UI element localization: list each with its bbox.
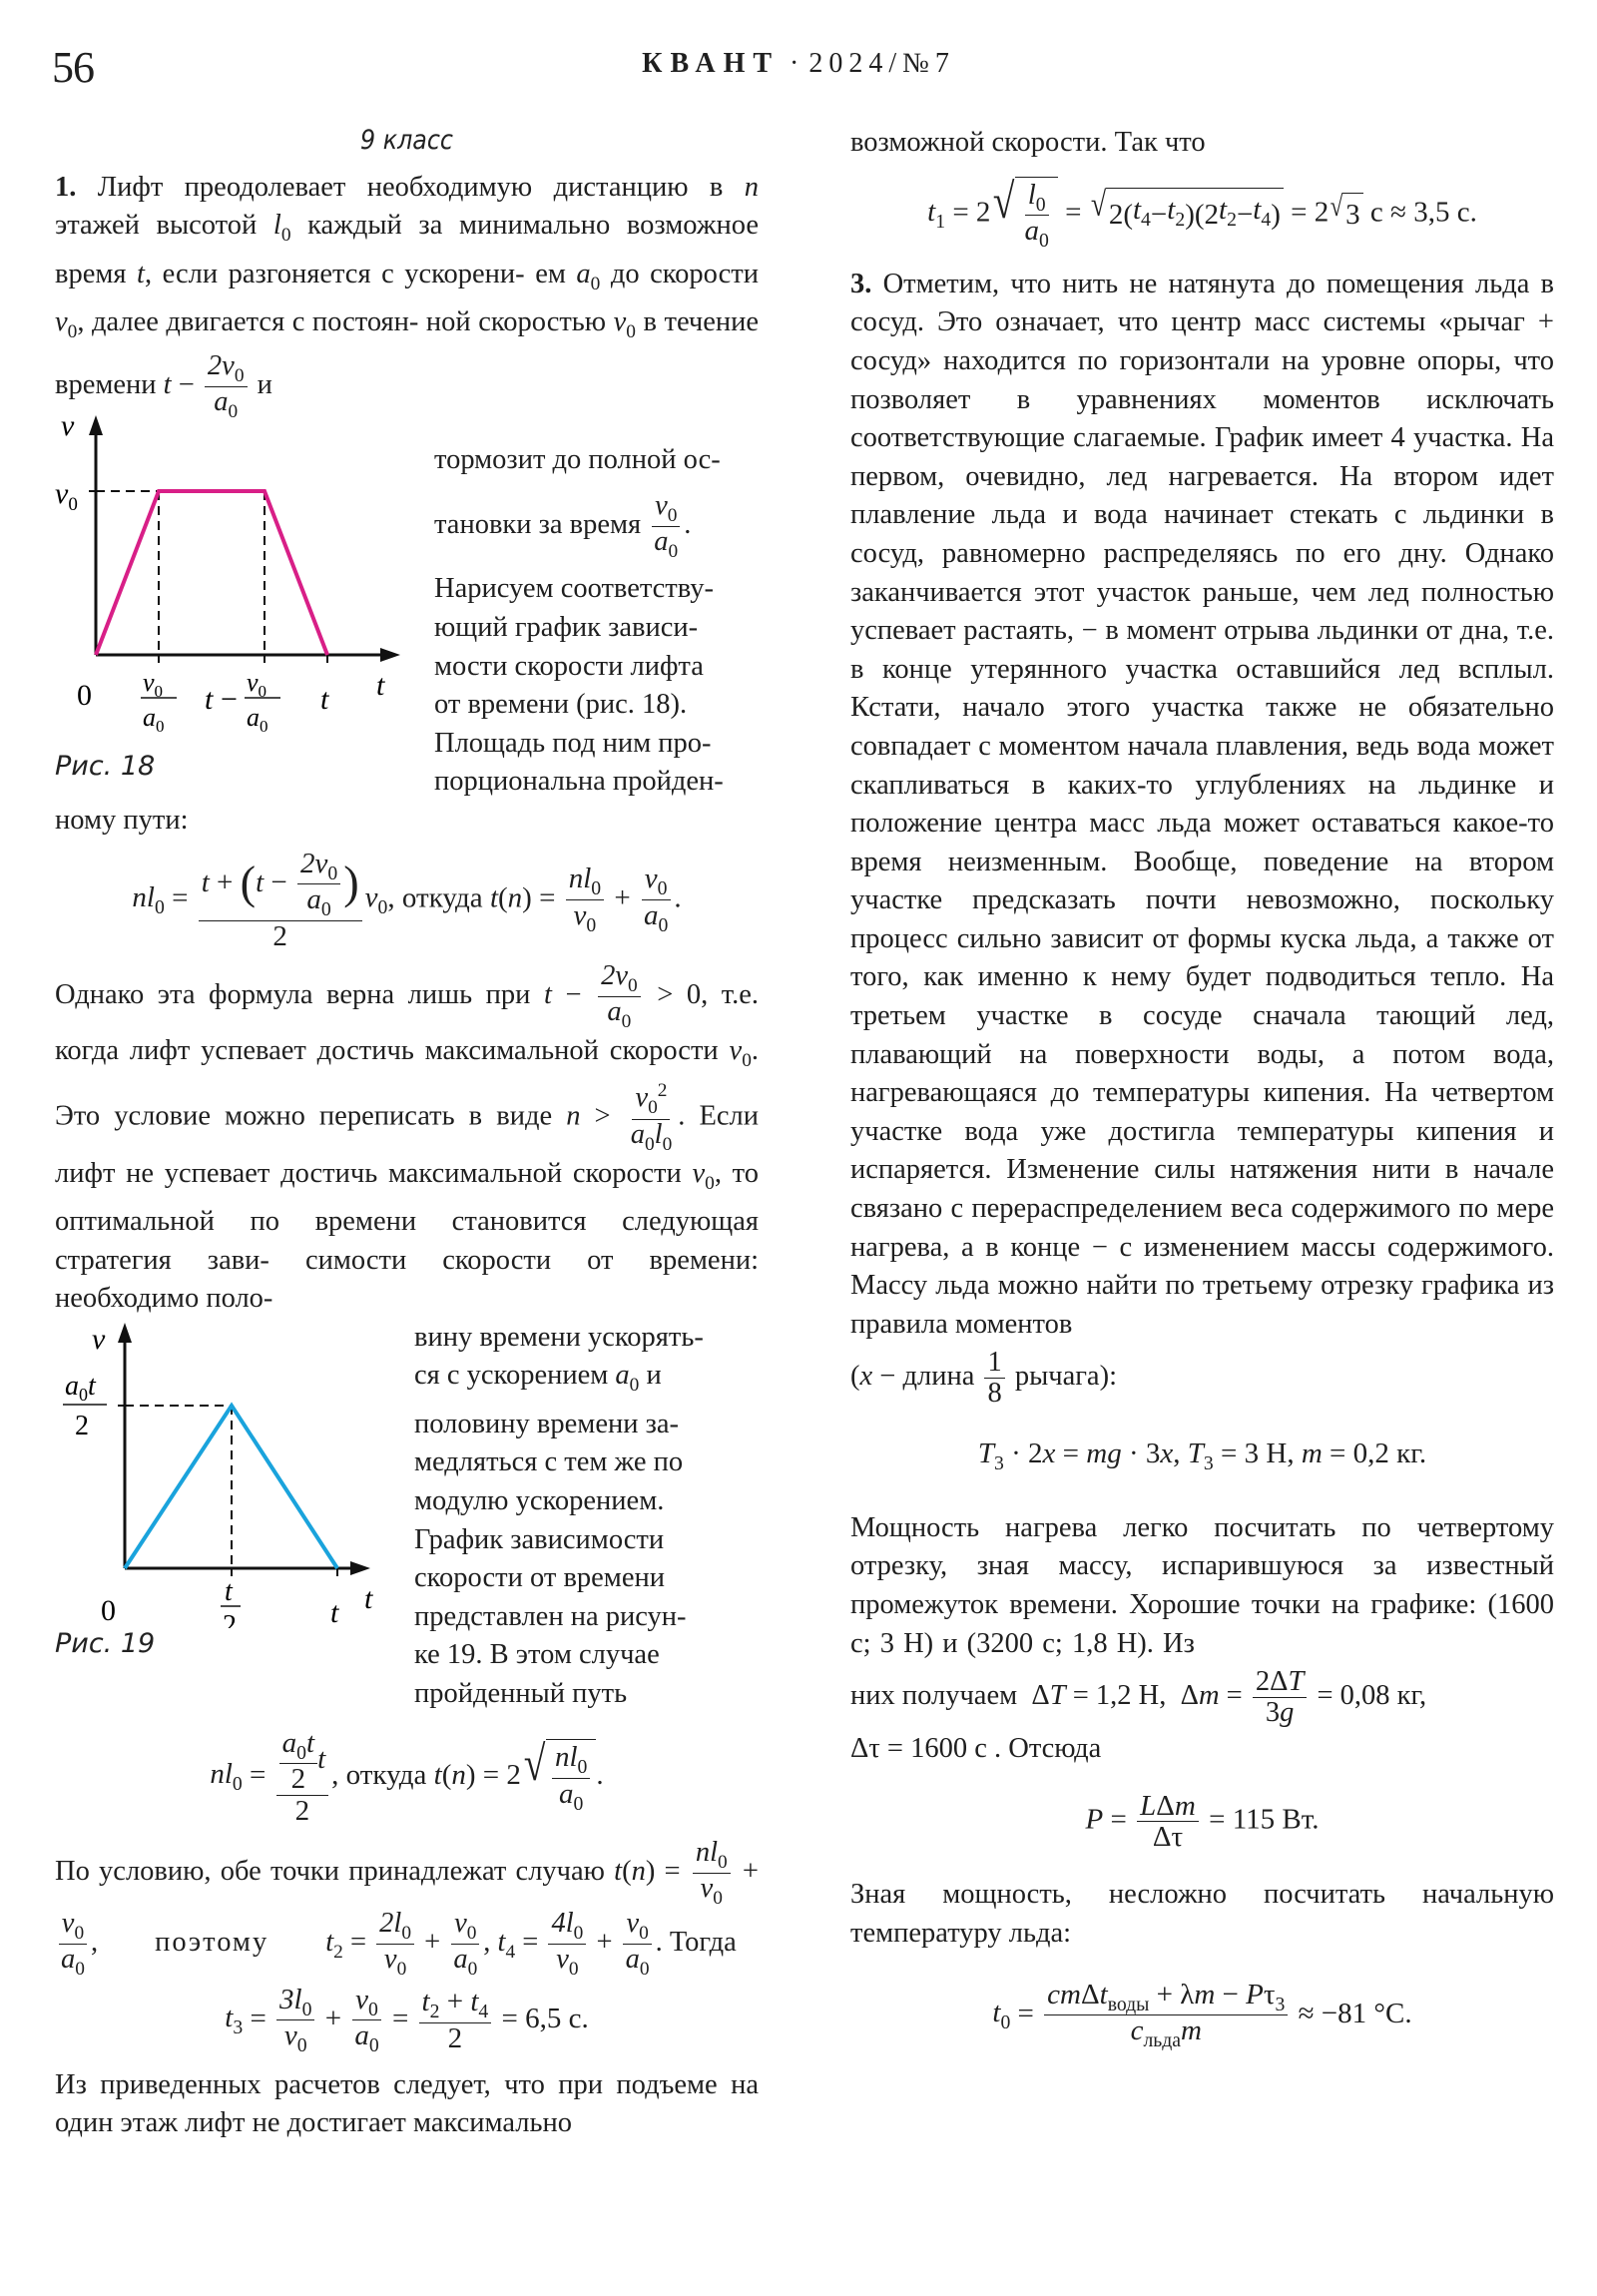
svg-text:t: t xyxy=(205,682,214,716)
text-fragment: ем xyxy=(535,258,566,289)
text-line: ющий график зависи- xyxy=(434,612,699,643)
text-fragment: По условию, обе точки принадлежат случаю xyxy=(55,1856,605,1888)
formula-distance-trapezoid: $nl_0$ = t + (t − $\frac{2v_0}{a_0}$ ) 2 $v_0$, откуда t(n) = $\frac{nl_0}{v_0}$ + $\frac{v_0}{a_0}$ . xyxy=(132,847,682,952)
figure-19-caption: Рис. 19 xyxy=(55,1628,156,1660)
text-fragment: в течение времени xyxy=(55,305,760,401)
text-fragment: , откуда xyxy=(387,881,483,914)
magazine-title: КВАНТ xyxy=(642,48,781,79)
formula-distance-triangle: $nl_0$ = $\frac{a_0t}{2}$ t 2 , откуда t(n) = 2 √ $\frac{nl_0}{a_0}$ . xyxy=(210,1726,604,1827)
figure-18-side-text: тормозит до полной ос- тановки за время $\frac{v_0}{a_0}$ . Нарисуем соответству- ющий график зависи- мости скорости лифта от времени (рис. 18). Площадь под ним про- порциональна пройден- xyxy=(434,413,759,802)
text-line: пройденный путь xyxy=(414,1678,628,1709)
velocity-time-trapezoid-graph xyxy=(55,413,414,743)
svg-text:t: t xyxy=(376,668,385,702)
power-values: них получаем ΔT = 1,2 Н, Δm = $\frac{2\Delta T}{3g}$ = 0,08 кг, xyxy=(850,1666,1427,1729)
page-number: 56 xyxy=(52,43,94,92)
text-fragment: ся с ускорением xyxy=(414,1360,609,1392)
text-line: вину времени ускорять- xyxy=(414,1321,704,1353)
text-fragment: каждый за минимально xyxy=(307,210,611,242)
text-line: от времени (рис. 18). xyxy=(434,689,688,721)
problem-1-intro: 1. Лифт преодолевает необходимую дистанцию в n этажей высотой $l_0$ каждый за минимально возможное время t, если разгоняется с ускорени- ем $a_0$ до скорости $v_0$, далее двигается с постоян- ной скоростью $v_0$ в течение времени t − $\frac{2v_0}{a_0}$ и xyxy=(55,171,760,423)
figure-18-caption: Рис. 18 xyxy=(55,751,156,783)
section-title: 9 класс xyxy=(360,125,453,156)
text-fragment: ( xyxy=(850,1361,860,1393)
figure-18 xyxy=(55,413,414,787)
text-fragment: и xyxy=(257,369,272,401)
text-line: половину времени за- xyxy=(414,1408,680,1439)
text-fragment: максимальной скорости xyxy=(387,1157,682,1189)
svg-text:2: 2 xyxy=(223,1609,237,1628)
text-fragment: , откуда xyxy=(331,1758,427,1791)
problem-number: 3. xyxy=(850,268,872,299)
text-fragment: Отметим, что нить не натянута до помещения льда в сосуд. Это означает, что центр масс системы «рычаг + сосуд» находится по горизонтали на уровне опоры, что позволяет в уравнениях моментов исключать соответствующие слагаемые. График имеет 4 участка. На первом, очевидно, лед нагревается. На втором идет плавление льда и вода начинает стекать с льдинки в сосуд, равномерно распределяясь по его дну. Однако заканчивается этот участок раньше, чем лед полностью успевает растаять, − в момент отрыва льдинки от дна, т.е. в конце утерянного участка оставшийся лед всплыл. Кстати, начало этого участка также не обязательно совпадает с моментом начала плавления, ведь вода может скапливаться в каких-то углублениях на льдинке и положение центра масс льда может оставаться какое-то время неизменным. Вообще, поведение на втором участке предсказать почти невозможно, поскольку процесс сильно зависит от формы куска льда, а также от того, как именно к нему будет подводиться тепло. На третьем участке в сосуде сначала тающий лед, плавающий на поверхности воды, а потом вода, нагревающаяся до температуры кипения. На четвертом участке вода уже достигла температуры кипения и испаряется. Изменение силы натяжения нити в начале связано с перераспределением веса содержимого по мере нагрева, а в конце − с изменением массы содержимого. Массу льда можно найти по третьему отрезку графика из правила моментов xyxy=(850,268,1554,1340)
paragraph-2: Однако эта формула верна лишь при t − $\frac{2v_0}{a_0}$ > 0, т.е. когда лифт успевает достичь максимальной скорости $v_0$. Это условие можно переписать в виде n > $\frac{v_0^2}{a_0l_0}$ . Если лифт не успевает достичь максимальной скорости $v_0$, то оптимальной по времени становится следующая стратегия зави- симости скорости от времени: необходимо поло- xyxy=(55,960,760,1315)
text-fragment: Однако эта формула верна лишь при xyxy=(55,979,531,1011)
svg-text:v: v xyxy=(92,1322,106,1356)
problem-number: 1. xyxy=(55,171,77,203)
text-fragment: . Это условие можно переписать в xyxy=(55,1035,759,1132)
text-line: тановки за время xyxy=(434,509,642,541)
text-fragment: до скорости xyxy=(610,258,759,289)
svg-text:0: 0 xyxy=(77,678,92,712)
svg-text:a0: $a_0$ xyxy=(247,702,268,736)
problem-3-text xyxy=(850,266,1554,1345)
svg-text:t: t xyxy=(364,1581,373,1615)
formula-mass: $T_3 \cdot 2x$ = mg · 3x, $T_3 = 3$ Н, m = 0,2 кг. xyxy=(977,1437,1427,1475)
text-line: порциональна пройден- xyxy=(434,766,724,798)
figure-19-side-text: вину времени ускорять- ся с ускорением $a_0$ и половину времени за- медляться с тем же по модулю ускорением. График зависимости скорости от времени представлен на рисун- ке 19. В этом случае пройденный путь xyxy=(414,1319,759,1714)
text-fragment: Δτ = 1600 с . Отсюда xyxy=(850,1732,1102,1764)
text-line: медляться с тем же по xyxy=(414,1446,684,1478)
figure-18-block xyxy=(55,413,759,802)
right-column xyxy=(850,118,1554,2051)
formula-temperature: $t_0$ = $\frac{cm\Delta t_{воды} + \lambda m - P\tau_3}{c_{льда}m}$ ≈ −81 °C. xyxy=(992,1978,1412,2052)
text-fragment: поэтому xyxy=(155,1927,269,1959)
text-line: Нарисуем соответству- xyxy=(434,573,714,605)
figure-19 xyxy=(55,1319,394,1664)
velocity-line xyxy=(96,491,327,655)
text-line: График зависимости xyxy=(414,1523,665,1555)
text-fragment: и xyxy=(646,1360,662,1392)
text-fragment: виде xyxy=(496,1100,553,1132)
svg-text:a0t: $a_0t$ xyxy=(65,1370,96,1405)
svg-text:t: t xyxy=(225,1575,233,1607)
text-line: ке 19. В этом случае xyxy=(414,1639,660,1671)
svg-text:t: t xyxy=(320,682,329,716)
text-fragment: , если разгоняется с ускорени- xyxy=(144,258,525,289)
figure-19-block xyxy=(55,1319,759,1714)
text-fragment: скорости xyxy=(609,1035,719,1067)
text-line: мости скорости лифта xyxy=(434,650,704,682)
text-fragment: них получаем xyxy=(850,1680,1018,1712)
text-fragment: симости скорости от времени: необходимо поло- xyxy=(55,1244,759,1315)
lever-note: (x − длина $\frac{1}{8}$ рычага): xyxy=(850,1347,1117,1410)
svg-text:−: − xyxy=(221,682,238,716)
svg-text:2: 2 xyxy=(75,1410,89,1441)
header-separator: · xyxy=(790,48,799,79)
text-fragment: рычага): xyxy=(1007,1361,1117,1393)
svg-text:v0: $v_0$ xyxy=(247,667,267,701)
left-column xyxy=(55,118,759,2143)
text-fragment: этажей высотой xyxy=(55,210,258,242)
text-fragment: . Если лифт не успевает достичь xyxy=(55,1100,759,1189)
temperature-paragraph: Зная мощность, несложно посчитать начальную температуру льда: xyxy=(850,1879,1554,1950)
text-fragment: возможное время xyxy=(55,210,760,289)
svg-text:0: 0 xyxy=(101,1593,116,1627)
svg-text:a0: $a_0$ xyxy=(143,702,165,736)
svg-text:v0: $v_0$ xyxy=(55,476,78,515)
text-line: скорости от времени xyxy=(414,1562,665,1594)
formula-t3: $t_3$ = $\frac{3l_0}{v_0}$ + $\frac{v_0}{a_0}$ = $\frac{t_2 + t_4}{2}$ = 6,5 с. xyxy=(225,1983,589,2057)
text-fragment: , далее двигается с постоян- xyxy=(77,305,419,337)
formula-t1: $t_1 = 2$ √ $\frac{l_0}{a_0}$ = √ 2( $t_4$ − $t_2$ )(2 $t_2$ − $t_4$ ) = 2 √ 3 с ≈ 3,5 с. xyxy=(927,173,1477,253)
formula-power: P = $\frac{\text{LΔm}}{\Delta\tau}$ = 115 Вт. xyxy=(1085,1789,1320,1853)
text-fragment: . Тогда xyxy=(655,1927,737,1959)
running-header xyxy=(0,48,1597,80)
text-fragment: Лифт преодолевает необходимую дистанцию в xyxy=(97,171,724,203)
text-fragment: времени становится следующая стратегия зави- xyxy=(55,1206,759,1276)
power-paragraph xyxy=(850,1509,1554,1663)
text-line: тормозит до полной ос- xyxy=(434,443,721,475)
text-fragment: , то оптимальной по xyxy=(55,1157,759,1238)
svg-text:v: v xyxy=(61,412,75,442)
text-line: Площадь под ним про- xyxy=(434,727,712,759)
text-fragment: Мощность нагрева легко посчитать по четвертому отрезку, зная массу, испарившуюся за известный промежуток времени. Хорошие точки на графике: (1600 с; 3 Н) и (3200 с; 1,8 Н). Из xyxy=(850,1511,1554,1659)
velocity-time-triangle-graph xyxy=(55,1319,394,1628)
text-fragment: − длина xyxy=(872,1361,982,1393)
text-fragment: т.е. когда лифт успевает достичь максимальной xyxy=(55,979,760,1067)
svg-text:v0: $v_0$ xyxy=(143,667,164,701)
text-line: модулю ускорением. xyxy=(414,1485,665,1517)
text-line: ному пути: xyxy=(55,804,189,836)
paragraph-4: Из приведенных расчетов следует, что при подъеме на один этаж лифт не достигает максимально xyxy=(55,2068,759,2139)
issue-number: 2024/№7 xyxy=(808,48,955,79)
svg-text:t: t xyxy=(330,1595,339,1628)
text-fragment: ной скоростью xyxy=(425,305,607,337)
text-line: представлен на рисун- xyxy=(414,1600,687,1632)
paragraph-3: По условию, обе точки принадлежат случаю t(n) = $\frac{nl_0}{v_0}$ + $\frac{v_0}{a_0}$ , поэтому $t_2$ = $\frac{2l_0}{v_0}$ + $\frac{v_0}{a_0}$ , $t_4$ = $\frac{4l_0}{v_0}$ + $\frac{v_0}{a_0}$ . Тогда xyxy=(55,1837,759,1981)
continuation-text: возможной скорости. Так что xyxy=(850,127,1206,158)
